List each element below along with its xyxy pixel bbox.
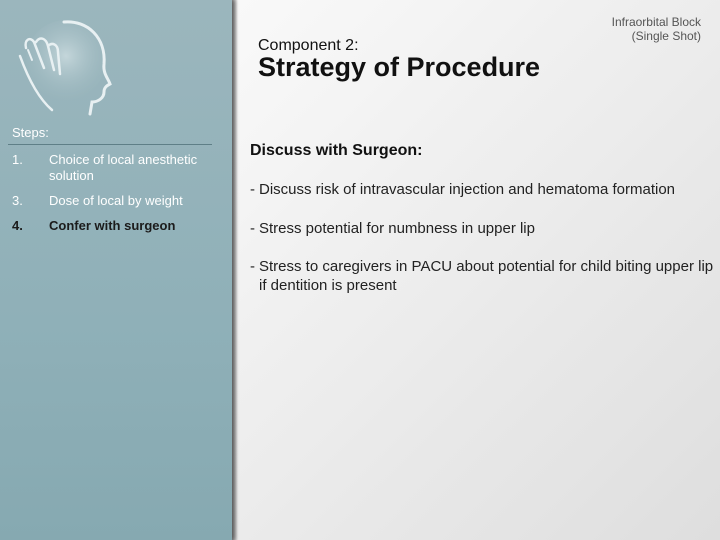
step-label: Choice of local anesthetic solution <box>49 152 198 183</box>
step-number: 4. <box>12 218 23 233</box>
step-number: 3. <box>12 193 23 208</box>
procedure-tag <box>612 15 701 43</box>
steps-heading: Steps: <box>12 125 49 140</box>
bullet-text: Discuss risk of intravascular injection and hematoma formation <box>259 181 676 198</box>
procedure-tag-line1: Infraorbital Block <box>611 15 701 29</box>
dash-icon: - <box>250 220 255 237</box>
step-number: 1. <box>12 152 23 167</box>
bullet-text: Stress to caregivers in PACU about potential for child biting upper lip if dentition is present <box>259 258 714 294</box>
divider <box>8 144 212 145</box>
page-title: Strategy of Procedure <box>258 52 541 82</box>
sidebar-shadow <box>232 0 238 540</box>
step-label: Dose of local by weight <box>49 193 183 208</box>
step-label: Confer with surgeon <box>49 218 176 233</box>
dash-icon: - <box>250 258 255 275</box>
component-label: Component 2: <box>258 37 359 54</box>
dash-icon: - <box>250 181 255 198</box>
sidebar <box>0 0 232 540</box>
procedure-tag-line2: (Single Shot) <box>631 29 701 43</box>
bullet-text: Stress potential for numbness in upper lip <box>259 220 535 237</box>
head-with-hand-icon <box>6 12 124 124</box>
section-heading: Discuss with Surgeon: <box>250 142 423 159</box>
